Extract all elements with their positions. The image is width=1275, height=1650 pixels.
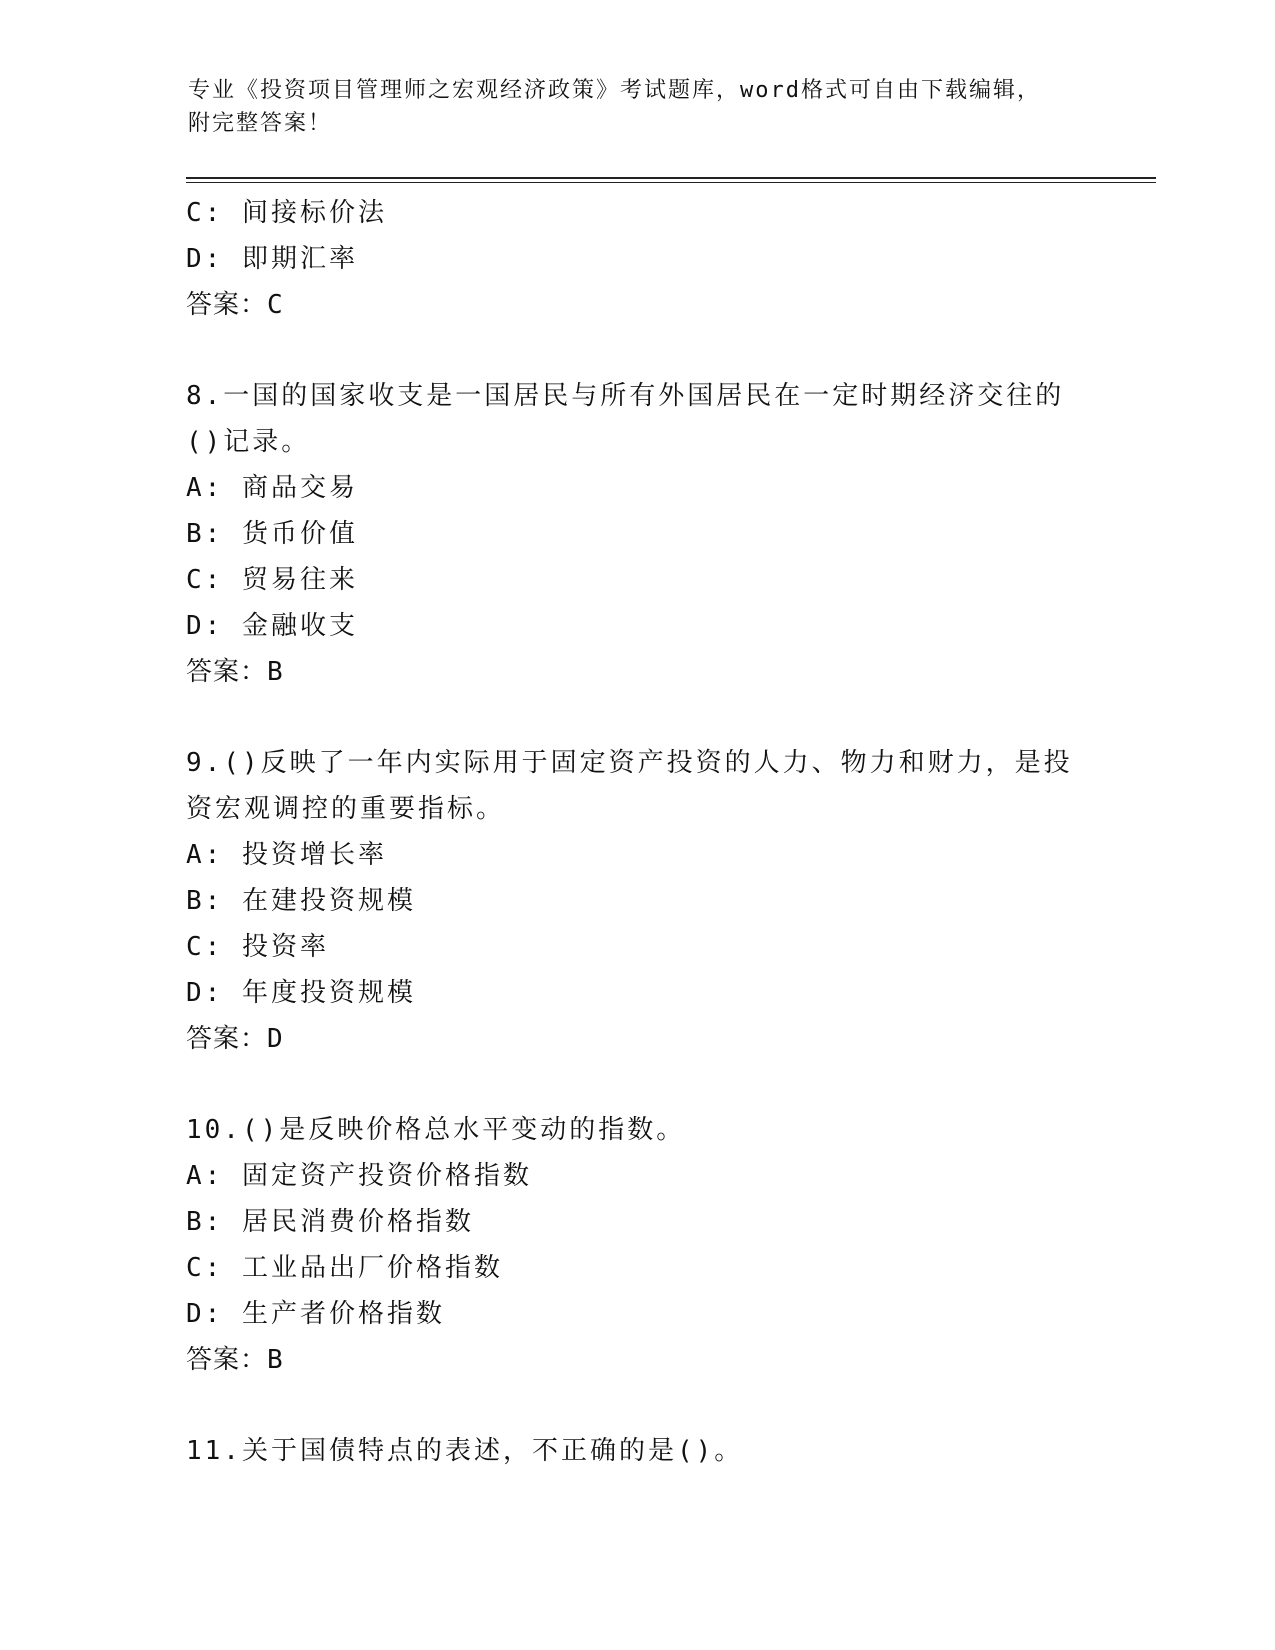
question-9 <box>186 740 1086 1062</box>
question-stem-line: 9.()反映了一年内实际用于固定资产投资的人力、物力和财力，是投 <box>186 748 1073 778</box>
option-c: C: 间接标价法 <box>186 198 387 228</box>
option-d: D: 金融收支 <box>186 611 358 641</box>
option-d: D: 即期汇率 <box>186 244 358 274</box>
option-a: A: 投资增长率 <box>186 840 387 870</box>
answer-line: 答案：B <box>186 657 284 687</box>
option-b: B: 货币价值 <box>186 519 358 549</box>
question-11 <box>186 1428 1086 1474</box>
answer-line: 答案：B <box>186 1345 284 1375</box>
question-stem-line: 8.一国的国家收支是一国居民与所有外国居民在一定时期经济交往的 <box>186 381 1065 411</box>
question-stem-line: 10.()是反映价格总水平变动的指数。 <box>186 1115 686 1145</box>
header-line-2: 附完整答案！ <box>188 111 333 136</box>
option-d: D: 生产者价格指数 <box>186 1299 445 1329</box>
answer-line: 答案：D <box>186 1024 284 1054</box>
question-content <box>186 190 1086 1474</box>
question-8 <box>186 373 1086 695</box>
header-divider-thin <box>186 182 1156 183</box>
question-7-continued <box>186 190 1086 328</box>
option-c: C: 贸易往来 <box>186 565 358 595</box>
option-b: B: 居民消费价格指数 <box>186 1207 474 1237</box>
option-a: A: 商品交易 <box>186 473 358 503</box>
question-stem-line: 资宏观调控的重要指标。 <box>186 794 506 824</box>
question-stem-line: 11.关于国债特点的表述，不正确的是()。 <box>186 1436 744 1466</box>
option-b: B: 在建投资规模 <box>186 886 416 916</box>
question-10 <box>186 1107 1086 1383</box>
header-divider-thick <box>186 177 1156 179</box>
document-header <box>188 74 1068 140</box>
option-d: D: 年度投资规模 <box>186 978 416 1008</box>
header-line-1: 专业《投资项目管理师之宏观经济政策》考试题库，word格式可自由下载编辑， <box>188 78 1041 103</box>
option-c: C: 工业品出厂价格指数 <box>186 1253 503 1283</box>
option-a: A: 固定资产投资价格指数 <box>186 1161 532 1191</box>
answer-line: 答案：C <box>186 290 284 320</box>
option-c: C: 投资率 <box>186 932 329 962</box>
question-stem-line: ()记录。 <box>186 427 311 457</box>
